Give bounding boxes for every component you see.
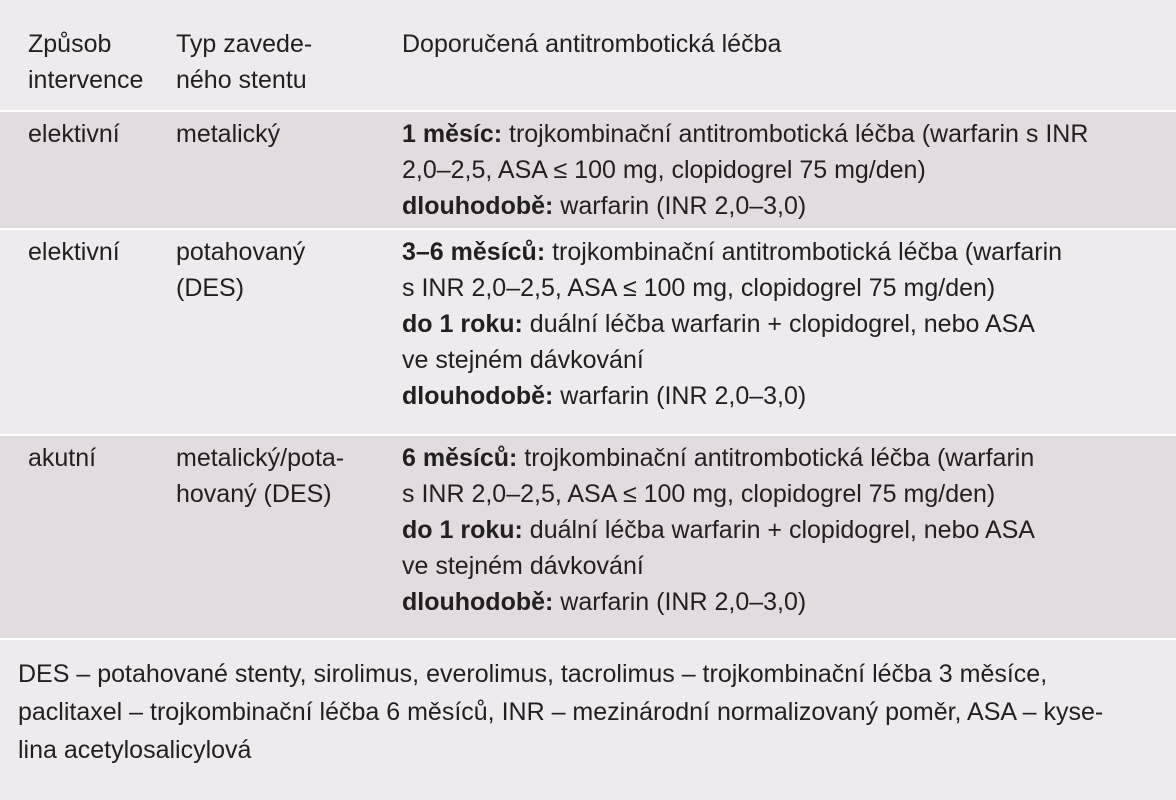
recommendation-text: warfarin (INR 2,0–3,0) [553, 382, 807, 410]
table-divider [0, 110, 1176, 112]
table-row [0, 434, 1176, 638]
recommendation-item [402, 116, 1088, 188]
cell-intervention: elektivní [28, 238, 120, 266]
cell-stent-type: metalický/pota- hovaný (DES) [176, 444, 345, 508]
recommendation-item [402, 188, 1088, 224]
recommendation-period: 3–6 měsíců: [402, 238, 546, 266]
table-divider [0, 434, 1176, 436]
recommendation-item [402, 440, 1035, 512]
cell-stent-type: metalický [176, 120, 281, 148]
cell-recommendation [402, 116, 1088, 224]
cell-recommendation [402, 440, 1035, 620]
recommendation-text: duální léčba warfarin + clopidogrel, nebo ASA ve stejném dávkování [402, 516, 1035, 580]
table-row [0, 110, 1176, 228]
table-row [0, 228, 1176, 434]
recommendation-period: do 1 roku: [402, 516, 523, 544]
recommendation-item [402, 234, 1062, 306]
recommendation-period: 6 měsíců: [402, 444, 518, 472]
recommendation-item [402, 378, 1062, 414]
table-header [0, 0, 1176, 110]
recommendation-item [402, 584, 1035, 620]
recommendation-period: dlouhodobě: [402, 588, 554, 616]
cell-recommendation [402, 234, 1062, 414]
cell-intervention: elektivní [28, 120, 120, 148]
table-divider [0, 638, 1176, 640]
cell-stent-type: potahovaný (DES) [176, 238, 306, 302]
recommendation-period: dlouhodobě: [402, 382, 554, 410]
recommendation-text: warfarin (INR 2,0–3,0) [553, 588, 807, 616]
recommendation-text: duální léčba warfarin + clopidogrel, nebo ASA ve stejném dávkování [402, 310, 1035, 374]
header-stent-type: Typ zavede- ného stentu [176, 30, 313, 94]
table-divider [0, 228, 1176, 230]
cell-intervention: akutní [28, 444, 97, 472]
recommendation-text: trojkombinační antitrombotická léčba (warfarin s INR 2,0–2,5, ASA ≤ 100 mg, clopidogrel 75 mg/den) [402, 238, 1063, 302]
recommendation-period: dlouhodobě: [402, 192, 554, 220]
recommendation-text: warfarin (INR 2,0–3,0) [553, 192, 807, 220]
recommendation-period: 1 měsíc: [402, 120, 503, 148]
recommendation-item [402, 512, 1035, 584]
header-intervention: Způsob intervence [28, 30, 144, 94]
table-footnote: DES – potahované stenty, sirolimus, everolimus, tacrolimus – trojkombinační léčba 3 měsíce, paclitaxel – trojkombinační léčba 6 měsíců, INR – mezinárodní normalizovaný poměr, ASA – kyse- lina acetylosalicylová [18, 660, 1104, 764]
recommendation-text: trojkombinační antitrombotická léčba (warfarin s INR 2,0–2,5, ASA ≤ 100 mg, clopidogrel 75 mg/den) [402, 444, 1035, 508]
recommendation-period: do 1 roku: [402, 310, 523, 338]
header-recommendation: Doporučená antitrombotická léčba [402, 30, 782, 58]
recommendation-text: trojkombinační antitrombotická léčba (warfarin s INR 2,0–2,5, ASA ≤ 100 mg, clopidogrel 75 mg/den) [402, 120, 1089, 184]
recommendation-item [402, 306, 1062, 378]
